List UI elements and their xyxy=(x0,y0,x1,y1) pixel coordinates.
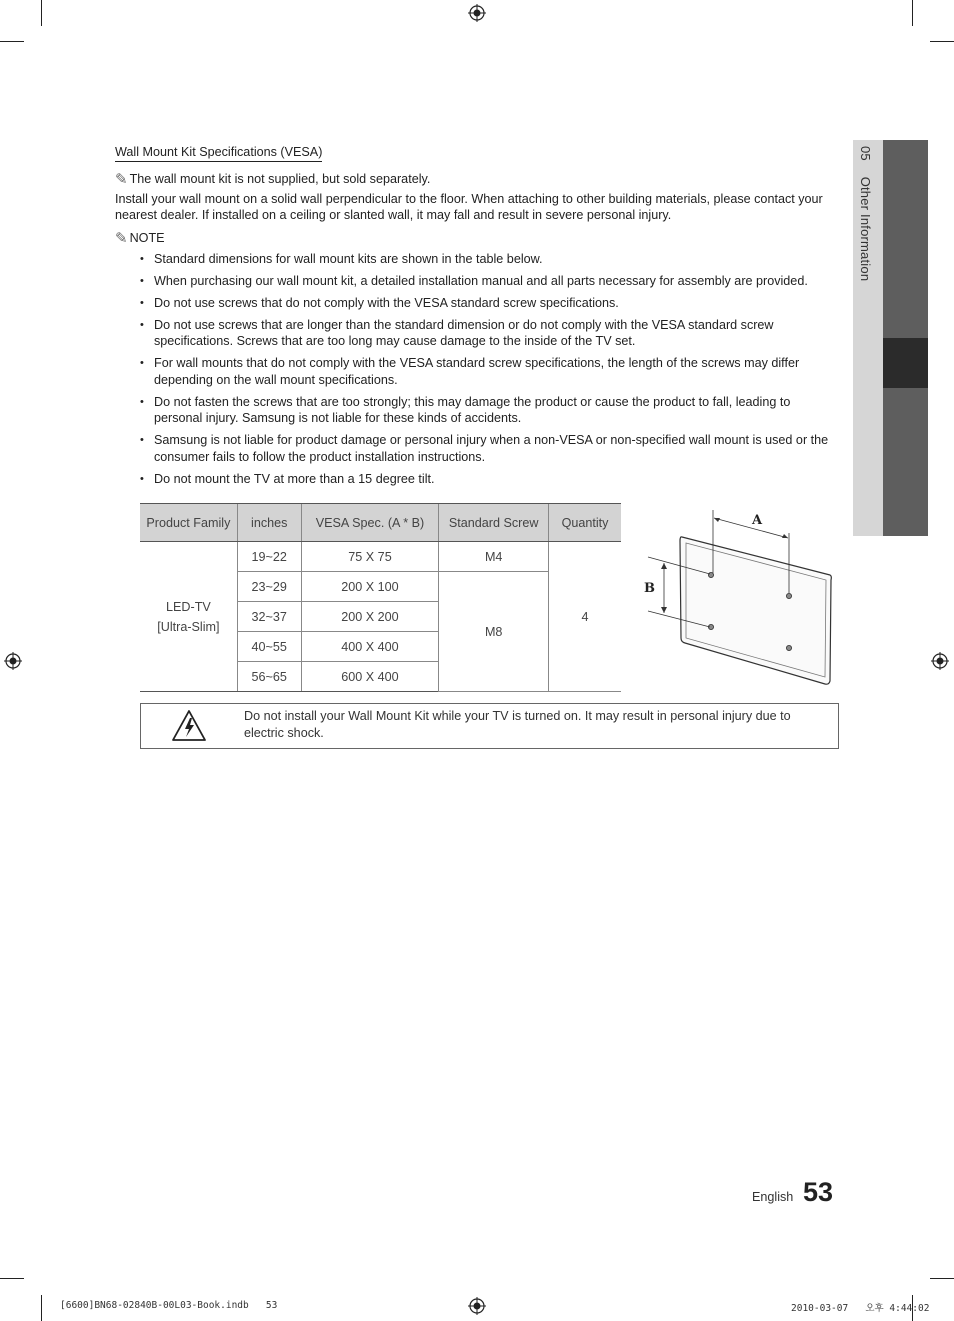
chapter-title: Other Information xyxy=(858,176,873,282)
slug-file-text: [6600]BN68-02840B-00L03-Book.indb 53 xyxy=(60,1300,278,1311)
vesa-cell: 600 X 400 xyxy=(301,662,439,692)
section-heading-wrap xyxy=(115,144,841,162)
list-item: • Do not use screws that do not comply with the VESA standard screw specifications. xyxy=(154,295,841,311)
list-item: • Do not use screws that are longer than the standard dimension or do not comply with the VESA standard screw specifications. Screws that are too long may cause damage to the inside of the TV set. xyxy=(154,317,841,350)
inches-cell: 19~22 xyxy=(237,542,301,572)
vesa-spec-table xyxy=(140,503,621,692)
print-slug-date xyxy=(791,1300,929,1314)
note-text: The wall mount kit is not supplied, but sold separately. xyxy=(129,172,431,187)
warning-box xyxy=(140,703,839,749)
slug-date-text: 2010-03-07 오후 4:44:02 xyxy=(791,1303,930,1314)
column-header: Product Family xyxy=(140,504,237,542)
quantity-cell: 4 xyxy=(549,542,621,692)
chapter-tab-label xyxy=(858,146,873,281)
section-title: Wall Mount Kit Specifications (VESA) xyxy=(115,144,322,162)
crop-mark xyxy=(930,1278,954,1279)
tv-panel-outline xyxy=(680,537,831,684)
chapter-number: 05 xyxy=(858,146,873,161)
print-slug-file xyxy=(60,1300,277,1311)
crop-mark xyxy=(0,1278,24,1279)
list-item: • Do not mount the TV at more than a 15 degree tilt. xyxy=(154,471,841,487)
dimension-label-b: B xyxy=(644,581,655,596)
arrow-head xyxy=(782,534,788,538)
footer-language: English xyxy=(752,1190,794,1204)
tv-mount-diagram xyxy=(640,505,840,690)
list-item: • For wall mounts that do not comply with the VESA standard screw specifications, the length of the screws may differ depending on the wall mount specifications. xyxy=(154,355,841,388)
screw-hole xyxy=(786,593,791,598)
page-number: 53 xyxy=(803,1177,834,1207)
list-item: • Samsung is not liable for product damage or personal injury when a non-VESA or non-specified wall mount is used or the consumer fails to follow the product installation instructions. xyxy=(154,432,841,465)
crop-mark xyxy=(930,41,954,42)
column-header: VESA Spec. (A * B) xyxy=(301,504,439,542)
table-row xyxy=(140,542,621,572)
crop-mark xyxy=(41,1295,42,1321)
vesa-cell: 200 X 100 xyxy=(301,572,439,602)
list-item: • Standard dimensions for wall mount kits are shown in the table below. xyxy=(154,251,841,267)
chapter-tab-active-marker xyxy=(883,338,928,388)
arrow-head xyxy=(714,518,720,522)
column-header: inches xyxy=(237,504,301,542)
crop-mark xyxy=(0,41,24,42)
vesa-cell: 200 X 200 xyxy=(301,602,439,632)
list-item: • When purchasing our wall mount kit, a detailed installation manual and all parts necessary for assembly are provided. xyxy=(154,273,841,289)
registration-mark-icon xyxy=(468,4,486,22)
arrow-head xyxy=(661,607,667,613)
inches-cell: 23~29 xyxy=(237,572,301,602)
dimension-line-a xyxy=(714,518,788,538)
screw-hole xyxy=(708,572,713,577)
main-content xyxy=(115,144,841,493)
column-header: Standard Screw xyxy=(439,504,549,542)
screw-hole xyxy=(786,645,791,650)
registration-mark-icon xyxy=(468,1297,486,1315)
screw-cell: M4 xyxy=(439,542,549,572)
product-family-cell xyxy=(140,542,237,692)
warning-text: Do not install your Wall Mount Kit while your TV is turned on. It may result in personal injury due to electric shock. xyxy=(244,709,791,740)
inches-cell: 56~65 xyxy=(237,662,301,692)
pencil-note-icon: ✎ xyxy=(115,229,128,247)
crop-mark xyxy=(41,0,42,26)
registration-mark-icon xyxy=(4,652,22,670)
product-family-name: LED-TV xyxy=(166,599,211,614)
inches-cell: 32~37 xyxy=(237,602,301,632)
inches-cell: 40~55 xyxy=(237,632,301,662)
note-line xyxy=(115,171,841,188)
note-heading: NOTE xyxy=(129,230,165,245)
list-item: • Do not fasten the screws that are too strongly; this may damage the product or cause the product to fall, leading to personal injury. Samsung is not liable for these kinds of accidents. xyxy=(154,394,841,427)
column-header: Quantity xyxy=(549,504,621,542)
pencil-note-icon: ✎ xyxy=(115,171,128,189)
registration-mark-icon xyxy=(931,652,949,670)
note-heading-line xyxy=(115,230,841,247)
vesa-cell: 75 X 75 xyxy=(301,542,439,572)
install-paragraph: Install your wall mount on a solid wall perpendicular to the floor. When attaching to other building materials, please contact your nearest dealer. If installed on a ceiling or slanted wall, it may fall and result in severe personal injury. xyxy=(115,191,823,223)
dimension-label-a: A xyxy=(752,513,763,528)
electric-shock-warning-icon xyxy=(171,709,207,743)
table-header-row xyxy=(140,504,621,542)
arrow-head xyxy=(661,563,667,569)
product-family-series: [Ultra-Slim] xyxy=(157,619,220,634)
screw-cell: M8 xyxy=(439,572,549,692)
vesa-cell: 400 X 400 xyxy=(301,632,439,662)
crop-mark xyxy=(912,0,913,26)
note-list xyxy=(115,251,841,487)
